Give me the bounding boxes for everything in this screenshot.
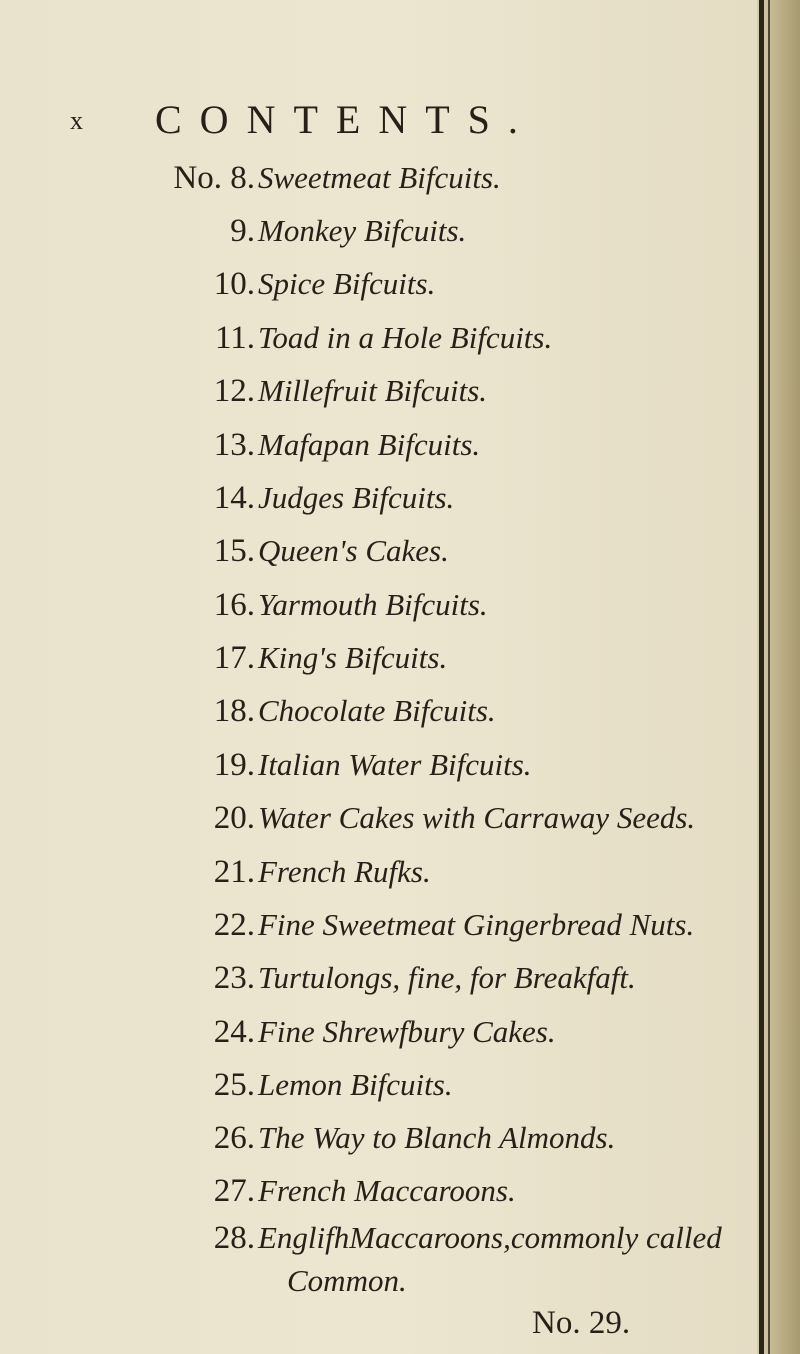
entry-number: 12. [213, 373, 255, 409]
entry-title: Toad in a Hole Bifcuits. [258, 320, 553, 355]
running-title: CONTENTS. [155, 97, 536, 142]
gutter-edge-line [768, 0, 770, 1354]
entry-continuation: Common. [287, 1263, 407, 1298]
contents-entry [0, 640, 765, 680]
contents-entry [0, 480, 765, 520]
entry-number: 9. [230, 213, 255, 249]
entry-title: Turtulongs, fine, for Breakfaft. [258, 960, 636, 995]
entry-number: 14. [213, 480, 255, 516]
entry-title: Monkey Bifcuits. [258, 213, 467, 248]
catchword: No. 29. [532, 1305, 631, 1341]
entry-title: Fine Sweetmeat Gingerbread Nuts. [258, 907, 695, 942]
entry-number: 23. [213, 960, 255, 996]
entry-title: King's Bifcuits. [258, 640, 448, 675]
entry-title: Sweetmeat Bifcuits. [258, 160, 501, 195]
entry-title: Fine Shrewfbury Cakes. [258, 1014, 556, 1049]
contents-entry [0, 213, 765, 253]
entry-number: 26. [213, 1120, 255, 1156]
entry-number: 18. [213, 693, 255, 729]
entry-number: 25. [213, 1067, 255, 1103]
contents-entry [0, 320, 765, 360]
entry-title: Millefruit Bifcuits. [258, 373, 488, 408]
entry-title: EnglifhMaccaroons,commonly called [258, 1220, 722, 1255]
contents-entry [0, 1067, 765, 1107]
entry-number: 22. [213, 907, 255, 943]
contents-entry [0, 160, 765, 200]
entry-title: Judges Bifcuits. [258, 480, 455, 515]
entry-number: 15. [213, 533, 255, 569]
contents-entry [0, 960, 765, 1000]
entry-title: Italian Water Bifcuits. [258, 747, 532, 782]
entry-number: 16. [213, 587, 255, 623]
contents-entry [0, 427, 765, 467]
contents-entry [0, 854, 765, 894]
contents-entry [0, 800, 765, 840]
contents-entry [0, 1173, 765, 1213]
entry-number: 13. [213, 427, 255, 463]
contents-entry [0, 747, 765, 787]
entry-number: 27. [213, 1173, 255, 1209]
page-header [0, 96, 765, 146]
contents-entry [0, 907, 765, 947]
contents-entry [0, 693, 765, 733]
entry-title: The Way to Blanch Almonds. [258, 1120, 616, 1155]
entry-title: Spice Bifcuits. [258, 266, 436, 301]
contents-entry [0, 1220, 765, 1260]
entry-number: 28. [213, 1220, 255, 1256]
contents-entry [0, 587, 765, 627]
entry-number: 20. [213, 800, 255, 836]
page-number: x [70, 106, 83, 135]
contents-entry [0, 373, 765, 413]
entry-title: Mafapan Bifcuits. [258, 427, 481, 462]
entry-title: Chocolate Bifcuits. [258, 693, 496, 728]
contents-entry [0, 533, 765, 573]
entry-number: No. 8. [173, 160, 255, 196]
contents-entry [0, 266, 765, 306]
entry-number: 19. [213, 747, 255, 783]
contents-entry [0, 1014, 765, 1054]
entry-title: Lemon Bifcuits. [258, 1067, 453, 1102]
entry-title: French Maccaroons. [258, 1173, 516, 1208]
entry-number: 24. [213, 1014, 255, 1050]
entry-number: 11. [214, 320, 255, 356]
entry-title: Water Cakes with Carraway Seeds. [258, 800, 696, 835]
entry-number: 21. [213, 854, 255, 890]
entry-title: French Rufks. [258, 854, 431, 889]
entry-number: 10. [213, 266, 255, 302]
entry-title: Queen's Cakes. [258, 533, 449, 568]
entry-number: 17. [213, 640, 255, 676]
contents-entry [0, 1120, 765, 1160]
entry-title: Yarmouth Bifcuits. [258, 587, 488, 622]
